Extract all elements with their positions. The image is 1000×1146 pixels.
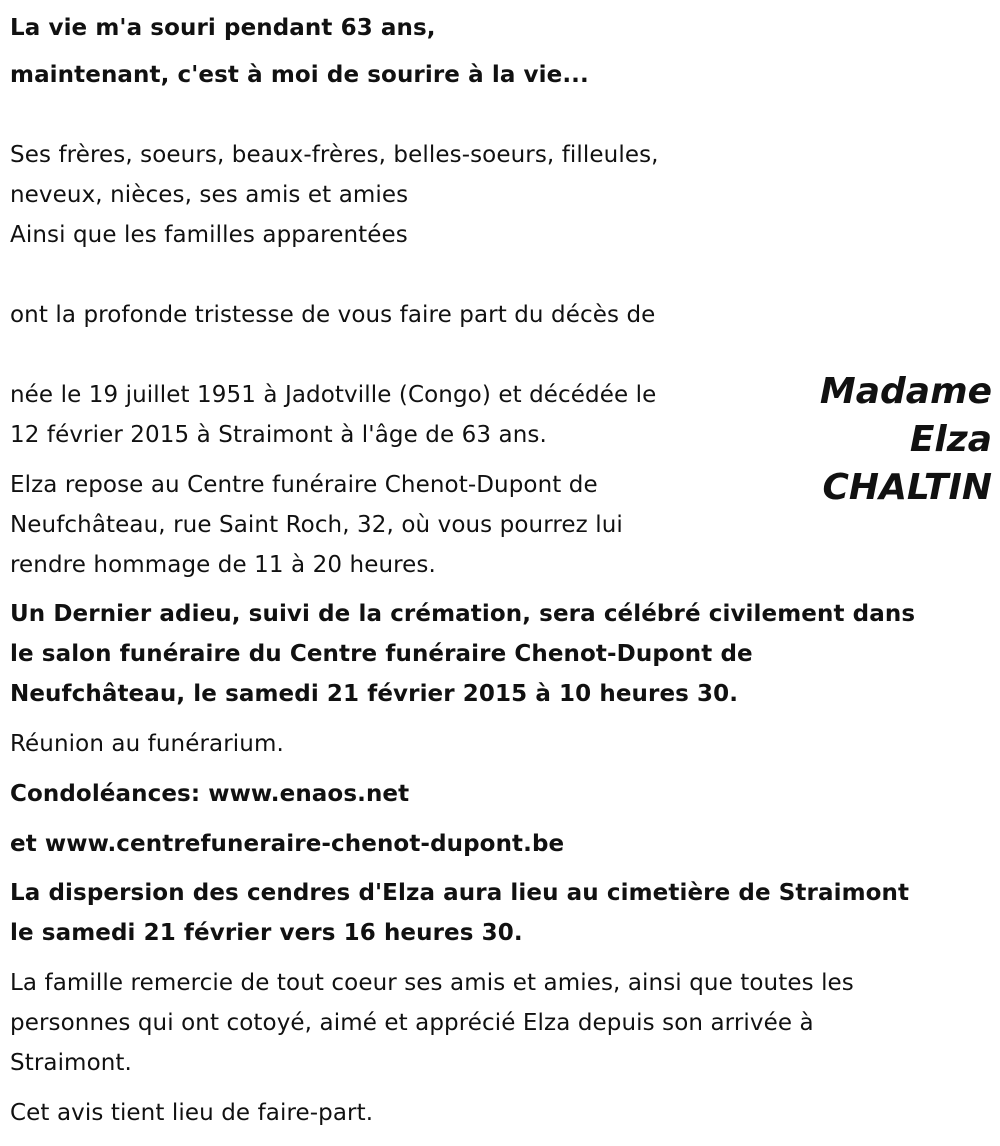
family-line-3: Ainsi que les familles apparentées <box>10 222 408 248</box>
ashes-line-1: La dispersion des cendres d'Elza aura lieu au cimetière de Straimont <box>10 880 910 906</box>
family-line-2: neveux, nièces, ses amis et amies <box>10 182 409 208</box>
ashes-line-2: le samedi 21 février vers 16 heures 30. <box>10 920 523 946</box>
deceased-name <box>820 368 992 512</box>
birth-death-line-1: née le 19 juillet 1951 à Jadotville (Congo) et décédée le <box>10 382 657 408</box>
announcement-text: ont la profonde tristesse de vous faire part du décès de <box>10 302 656 328</box>
deceased-first-name: Elza <box>909 419 992 460</box>
ceremony-line-3: Neufchâteau, le samedi 21 février 2015 à 10 heures 30. <box>10 681 739 707</box>
deceased-last-name: CHALTIN <box>822 467 992 508</box>
condolences-line-2: et www.centrefuneraire-chenot-dupont.be <box>10 831 565 857</box>
thanks-line-1: La famille remercie de tout coeur ses amis et amies, ainsi que toutes les <box>10 970 854 996</box>
reunion-text: Réunion au funérarium. <box>10 731 284 757</box>
rest-line-2: Neufchâteau, rue Saint Roch, 32, où vous pourrez lui <box>10 512 623 538</box>
ceremony-line-2: le salon funéraire du Centre funéraire Chenot-Dupont de <box>10 641 753 667</box>
intro-line-2: maintenant, c'est à moi de sourire à la vie... <box>10 62 589 88</box>
thanks-line-2: personnes qui ont cotoyé, aimé et apprécié Elza depuis son arrivée à <box>10 1010 814 1036</box>
birth-death-line-2: 12 février 2015 à Straimont à l'âge de 63 ans. <box>10 422 547 448</box>
deceased-title: Madame <box>819 371 992 412</box>
obituary-notice <box>10 0 992 1146</box>
intro-line-1: La vie m'a souri pendant 63 ans, <box>10 15 436 41</box>
condolences-line-1: Condoléances: www.enaos.net <box>10 781 410 807</box>
thanks-line-3: Straimont. <box>10 1050 132 1076</box>
rest-line-1: Elza repose au Centre funéraire Chenot-Dupont de <box>10 472 598 498</box>
closing-text: Cet avis tient lieu de faire-part. <box>10 1100 374 1126</box>
rest-line-3: rendre hommage de 11 à 20 heures. <box>10 552 436 578</box>
family-line-1: Ses frères, soeurs, beaux-frères, belles-soeurs, filleules, <box>10 142 659 168</box>
ceremony-line-1: Un Dernier adieu, suivi de la crémation, sera célébré civilement dans <box>10 601 916 627</box>
